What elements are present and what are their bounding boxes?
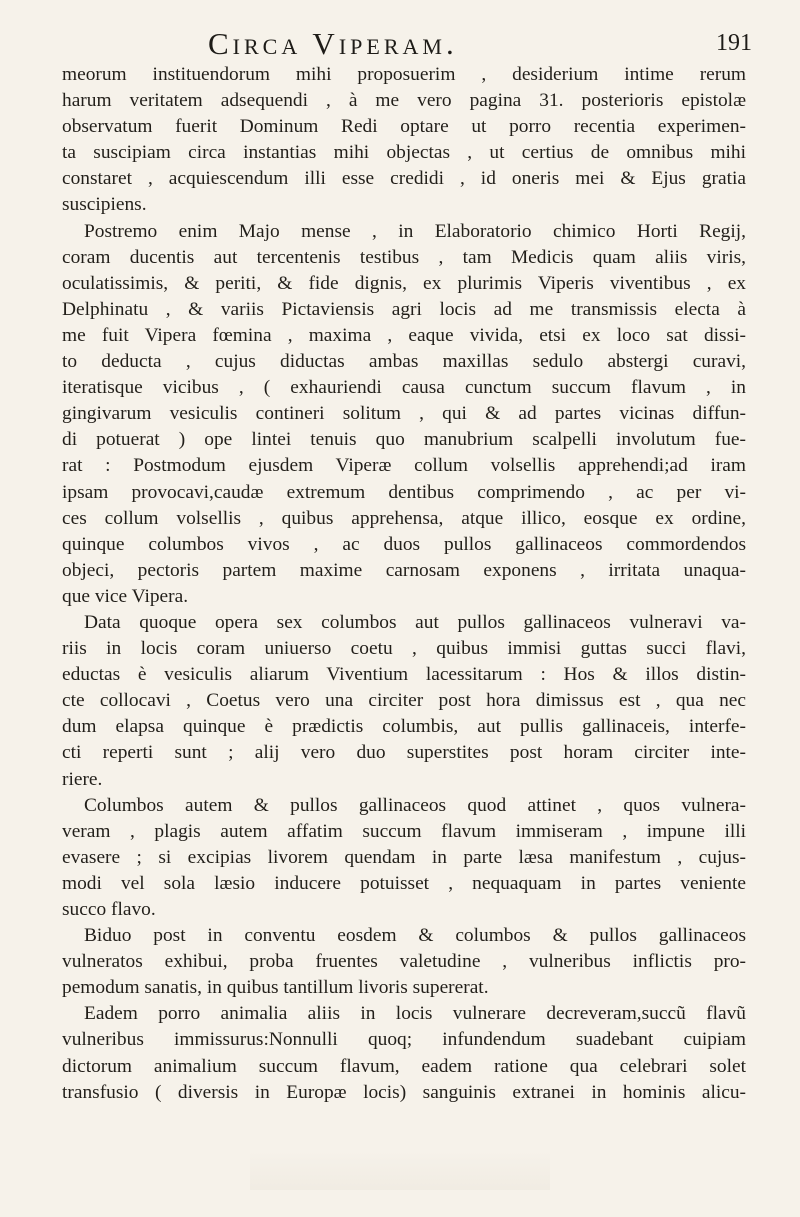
text-line: to deducta , cujus diductas ambas maxillas sedulo abstergi curavi,	[62, 351, 746, 373]
text-line: vulneratos exhibui, proba fruentes valetudine , vulneribus inflictis pro-	[62, 951, 746, 973]
text-line: ces collum volsellis , quibus apprehensa, atque illico, eosque ex ordine,	[62, 507, 746, 529]
body-text	[62, 62, 746, 1106]
page-header	[60, 26, 752, 60]
text-line: que vice Vipera.	[62, 585, 189, 607]
text-line: pemodum sanatis, in quibus tantillum livoris supererat.	[62, 977, 489, 999]
text-line: vulneribus immissurus:Nonnulli quoq; infundendum suadebant cuipiam	[62, 1029, 746, 1051]
text-line: evasere ; si excipias livorem quendam in parte læsa manifestum , cujus-	[62, 846, 746, 868]
text-line: riis in locis coram uniuerso coetu , quibus immisi guttas succi flavi,	[62, 638, 746, 660]
text-line: Biduo post in conventu eosdem & columbos & pullos gallinaceos	[84, 925, 746, 947]
text-line: veram , plagis autem affatim succum flavum immiseram , impune illi	[62, 820, 746, 842]
text-line: Data quoque opera sex columbos aut pullos gallinaceos vulneravi va-	[84, 611, 746, 633]
text-line: Columbos autem & pullos gallinaceos quod attinet , quos vulnera-	[84, 794, 746, 816]
text-line: riere.	[62, 768, 103, 790]
text-line: Eadem porro animalia aliis in locis vulnerare decreveram,succũ flavũ	[84, 1003, 746, 1025]
text-line: Delphinatu , & variis Pictaviensis agri locis ad me transmissis electa à	[62, 298, 746, 320]
text-line: modi vel sola læsio inducere potuisset , nequaquam in partes veniente	[62, 872, 746, 894]
text-line: observatum fuerit Dominum Redi optare ut porro recentia experimen-	[62, 116, 746, 138]
text-line: meorum instituendorum mihi proposuerim , desiderium intime rerum	[62, 64, 746, 85]
text-line: cti reperti sunt ; alij vero duo superstites post horam circiter inte-	[62, 742, 746, 764]
text-line: coram ducentis aut tercentenis testibus , tam Medicis quam aliis viris,	[62, 246, 746, 268]
text-line: dum elapsa quinque è prædictis columbis, aut pullis gallinaceis, interfe-	[62, 716, 746, 738]
text-line: oculatissimis, & periti, & fide dignis, ex plurimis Viperis viventibus , ex	[62, 272, 746, 294]
running-title: Circa Viperam.	[208, 26, 458, 61]
text-line: transfusio ( diversis in Europæ locis) sanguinis extranei in hominis alicu-	[62, 1081, 746, 1103]
paper-stain	[250, 1150, 550, 1190]
text-line: iteratisque vicibus , ( exhauriendi causa cunctum succum flavum , in	[62, 377, 746, 399]
text-line: cte collocavi , Coetus vero una circiter post hora dimissus est , qua nec	[62, 690, 746, 712]
text-line: suscipiens.	[62, 194, 147, 216]
text-line: quinque columbos vivos , ac duos pullos gallinaceos commordendos	[62, 533, 746, 555]
text-line: ipsam provocavi,caudæ extremum dentibus comprimendo , ac per vi-	[62, 481, 746, 503]
page-number: 191	[716, 30, 752, 56]
text-line: rat : Postmodum ejusdem Viperæ collum volsellis apprehendi;ad iram	[62, 455, 746, 477]
text-line: objeci, pectoris partem maxime carnosam exponens , irritata unaqua-	[62, 559, 746, 581]
text-line: harum veritatem adsequendi , à me vero pagina 31. posterioris epistolæ	[62, 90, 746, 112]
text-line: constaret , acquiescendum illi esse credidi , id oneris mei & Ejus gratia	[62, 168, 746, 190]
text-line: me fuit Vipera fœmina , maxima , eaque vivida, etsi ex loco sat dissi-	[62, 324, 746, 346]
text-line: ta suscipiam circa instantias mihi objectas , ut certius de omnibus mihi	[62, 142, 746, 164]
text-line: gingivarum vesiculis contineri solitum , qui & ad partes vicinas diffun-	[62, 403, 746, 425]
text-line: di potuerat ) ope lintei tenuis quo manubrium scalpelli involutum fue-	[62, 429, 746, 451]
text-line: succo flavo.	[62, 899, 156, 920]
text-line: dictorum animalium succum flavum, eadem ratione qua celebrari solet	[62, 1055, 746, 1077]
text-line: Postremo enim Majo mense , in Elaboratorio chimico Horti Regij,	[84, 220, 746, 242]
text-line: eductas è vesiculis aliarum Viventium lacessitarum : Hos & illos distin-	[62, 664, 746, 686]
